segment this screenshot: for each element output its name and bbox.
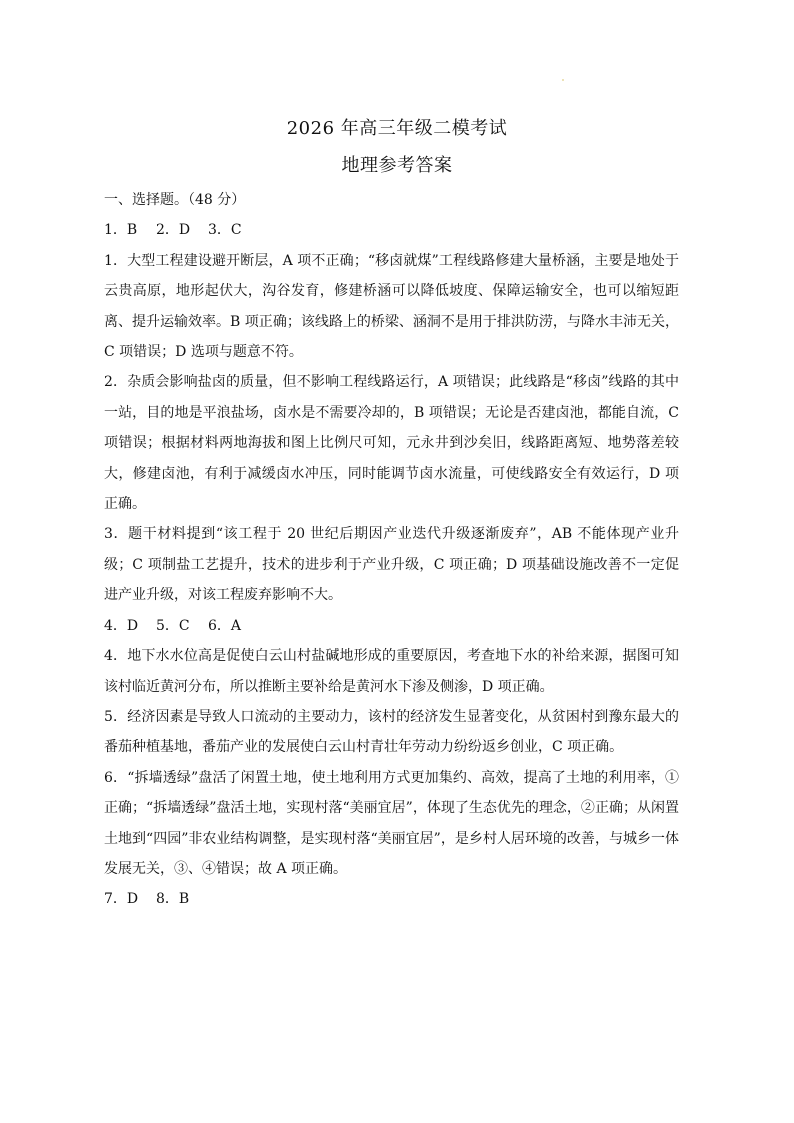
exam-subtitle: 地理参考答案 [341,155,453,176]
answer-5: 5．C [156,617,190,634]
scan-speck [562,79,564,81]
answer-2: 2．D [156,222,191,239]
answer-3: 3．C [208,222,242,239]
explanation-q2: 2．杂质会影响盐卤的质量，但不影响工程线路运行，A 项错误；此线路是“移卤”线路的其中一站，目的地是平浪盐场，卤水是不需要冷却的，B 项错误；无论是否建卤池，都能自流，C 项错误；根据材料两地海拔和图上比例尺可知，元永井到沙矣旧，线路距离短、地势落差较大，修建卤池，有利于减缓卤水冲压，同时能调节卤水流量，可使线路安全有效运行，D 项正确。 [104,374,679,513]
answer-4: 4．D [104,617,139,634]
exam-title: 2026 年高三年级二模考试 [286,118,508,139]
explanation-q5: 5．经济因素是导致人口流动的主要动力，该村的经济发生显著变化，从贫困村到豫东最大的番茄种植基地，番茄产业的发展使白云山村青壮年劳动力纷纷返乡创业，C 项正确。 [104,708,679,756]
answer-row-3 [104,884,679,914]
section-heading: 一、选择题。（48 分） [104,192,246,208]
answer-row-1 [104,215,679,245]
explanation-q6: 6．“拆墙透绿”盘活了闲置土地，使土地利用方式更加集约、高效，提高了土地的利用率，①正确；“拆墙透绿”盘活土地，实现村落“美丽宜居”，体现了生态优先的理念，②正确；从闲置土地到“四园”非农业结构调整，是实现村落“美丽宜居”，是乡村人居环境的改善，与城乡一体发展无关，③、④错误；故 A 项正确。 [104,769,679,877]
answer-content [104,185,679,915]
answer-6: 6．A [208,617,242,634]
answer-1: 1．B [104,222,138,239]
explanation-q4: 4．地下水水位高是促使白云山村盐碱地形成的重要原因，考查地下水的补给来源，据图可知该村临近黄河分布，所以推断主要补给是黄河水下渗及侧渗，D 项正确。 [104,648,679,695]
explanation-q3: 3．题干材料提到“该工程于 20 世纪后期因产业迭代升级逐渐废弃”，AB 不能体现产业升级；C 项制盐工艺提升，技术的进步利于产业升级，C 项正确；D 项基础设施改善不一定促进产业升级，对该工程废弃影响不大。 [104,526,679,604]
explanation-q1: 1．大型工程建设避开断层，A 项不正确；“移卤就煤”工程线路修建大量桥涵，主要是地处于云贵高原，地形起伏大，沟谷发育，修建桥涵可以降低坡度、保障运输安全，也可以缩短距离、提升运输效率。B 项正确；该线路上的桥梁、涵洞不是用于排洪防涝，与降水丰沛无关，C 项错误；D 选项与题意不符。 [104,252,679,361]
answer-row-2 [104,611,679,641]
answer-7: 7．D [104,891,139,908]
answer-8: 8．B [156,891,190,908]
